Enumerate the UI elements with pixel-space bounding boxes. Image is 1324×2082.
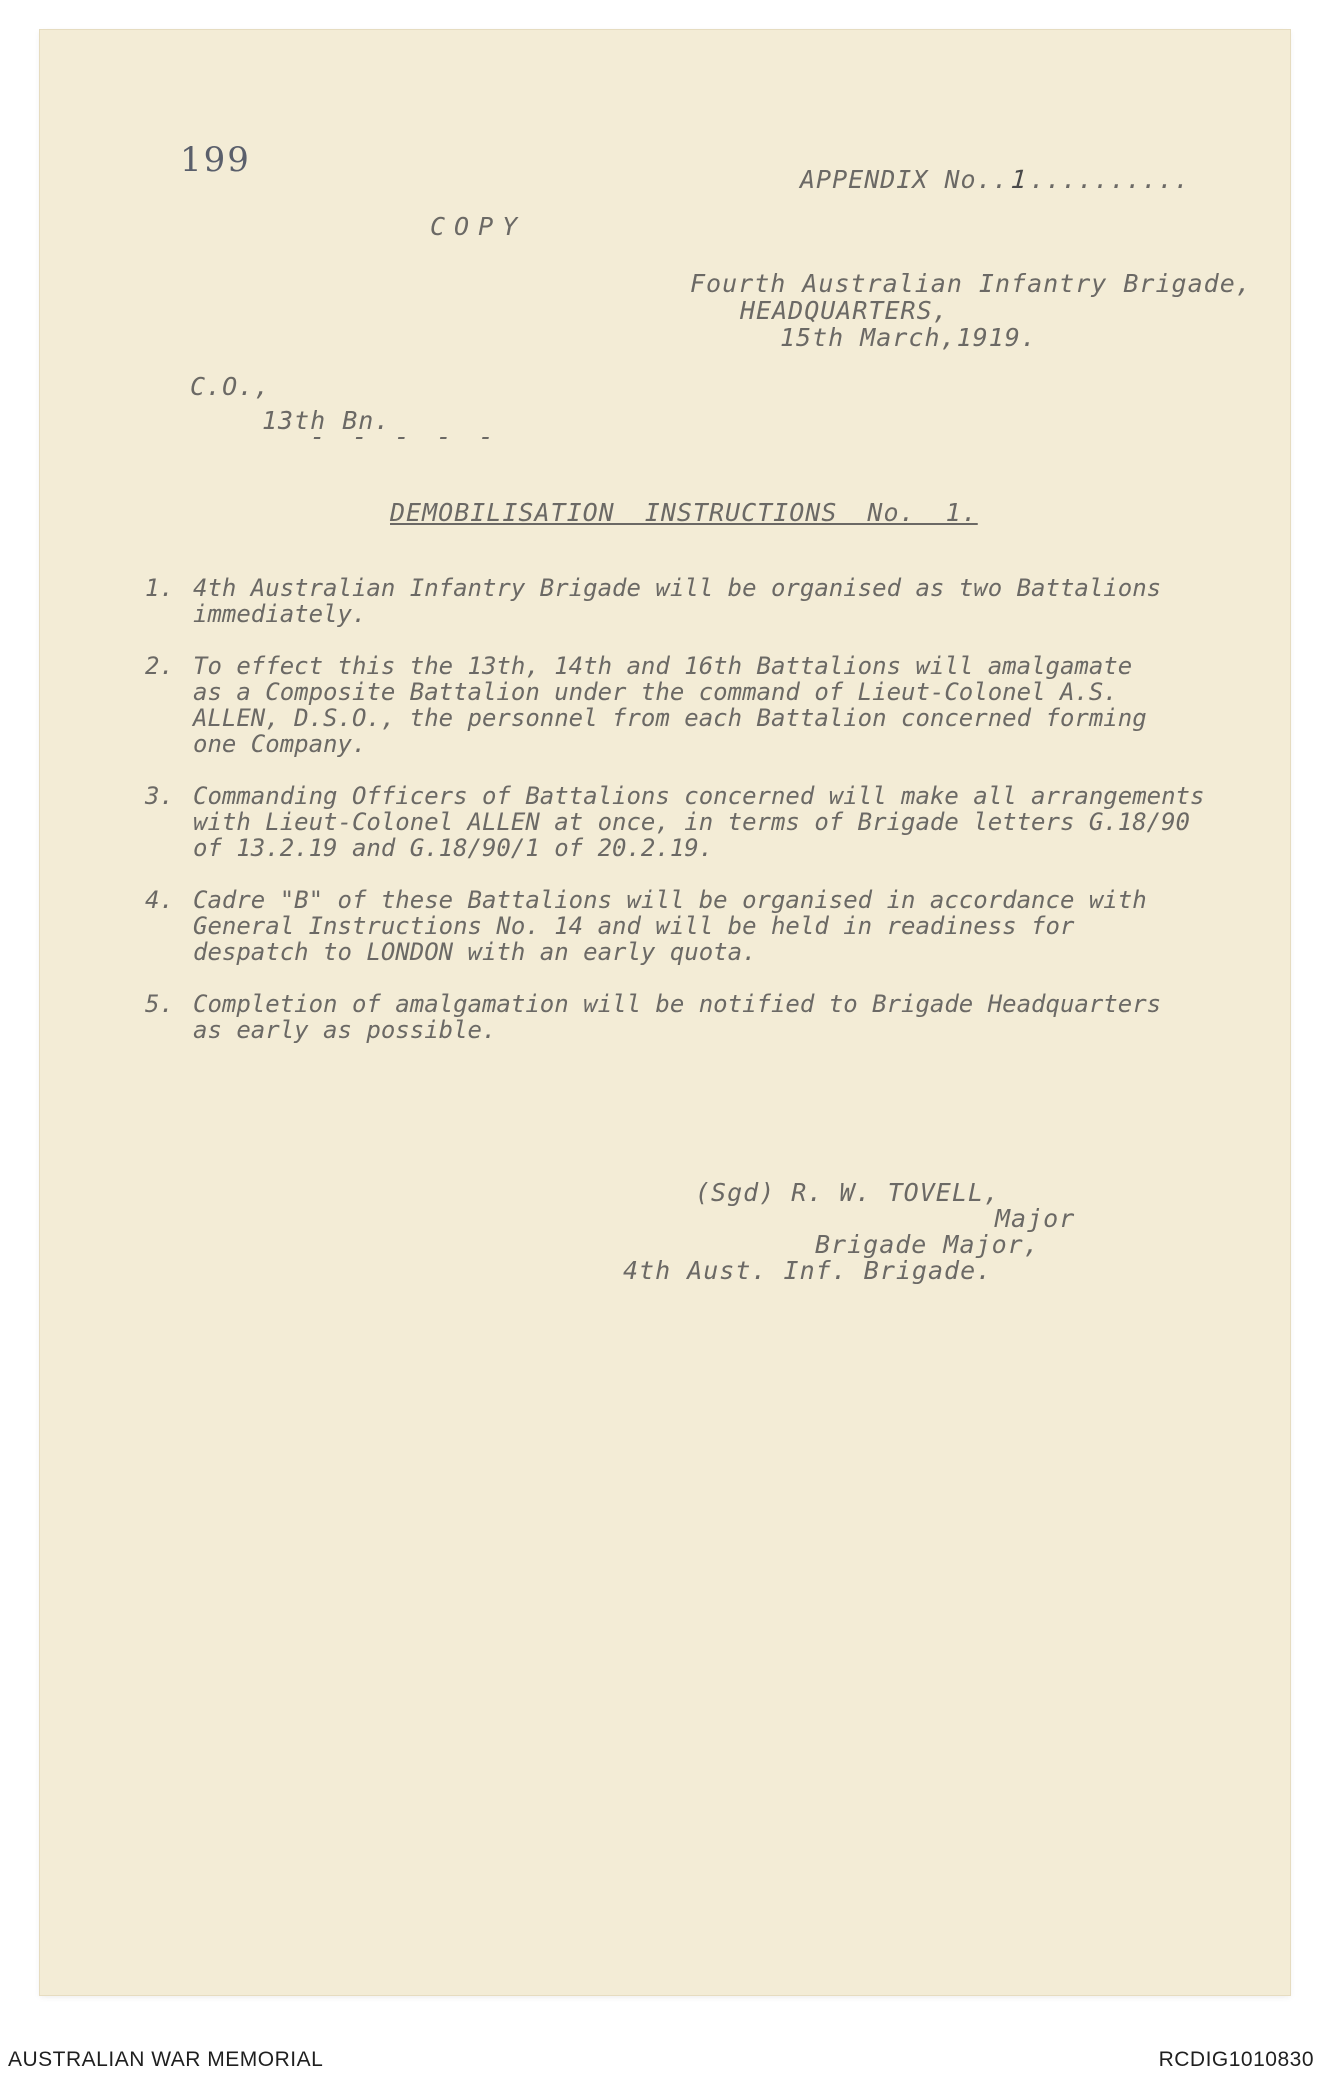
appendix-label: APPENDIX No.. (800, 165, 1009, 194)
instruction-text: Commanding Officers of Battalions concerned will make all arrangements with Lieut-Colonel ALLEN at once, in terms of Brigade letters G.18/90 of 13.2.19 and G.18/90/1 of 20.2.19. (193, 782, 1205, 862)
sender-line-1: Fourth Australian Infantry Brigade, (690, 269, 1252, 298)
instruction-text: Completion of amalgamation will be notified to Brigade Headquarters as early as possible. (193, 990, 1162, 1044)
signature-line-4: 4th Aust. Inf. Brigade. (623, 1256, 993, 1285)
signature-block (623, 1178, 1076, 1285)
instruction-number: 3. (145, 782, 174, 810)
footer-institution: AUSTRALIAN WAR MEMORIAL (8, 2048, 324, 2071)
instruction-number: 2. (145, 652, 174, 680)
instruction-number: 5. (145, 990, 174, 1018)
page-number: 199 (180, 140, 251, 180)
copy-label: COPY (430, 212, 527, 241)
instruction-text: To effect this the 13th, 14th and 16th Battalions will amalgamate as a Composite Battalion under the command of Lieut-Colonel A.S. ALLEN, D.S.O., the personnel from each Battalion concerned forming one Company. (193, 652, 1147, 758)
instruction-text: 4th Australian Infantry Brigade will be organised as two Battalions immediately. (193, 574, 1162, 628)
sender-line-3: 15th March,1919. (780, 323, 1037, 352)
sender-line-2: HEADQUARTERS, (740, 296, 949, 325)
document-heading: DEMOBILISATION INSTRUCTIONS No. 1. (390, 498, 978, 527)
instruction-item (145, 887, 1225, 965)
signature-line-3: Brigade Major, (815, 1230, 1040, 1259)
instruction-item (145, 653, 1225, 757)
document-page (40, 30, 1290, 1995)
appendix-reference (800, 165, 1190, 194)
instruction-item (145, 575, 1225, 627)
appendix-number: 1 (1006, 165, 1032, 194)
instruction-number: 4. (145, 886, 174, 914)
footer-record-id: RCDIG1010830 (1158, 2048, 1314, 2071)
instruction-item (145, 783, 1225, 861)
sender-block (690, 270, 1252, 351)
instruction-item (145, 991, 1225, 1043)
instruction-list (145, 575, 1225, 1069)
instruction-number: 1. (145, 574, 174, 602)
signature-line-2: Major (995, 1204, 1076, 1233)
divider-dashes: - - - - - (310, 422, 500, 451)
recipient-line-2: 13th Bn. (262, 406, 391, 435)
recipient-line-1: C.O., (190, 372, 271, 401)
appendix-trail: .......... (1029, 165, 1191, 194)
instruction-text: Cadre "B" of these Battalions will be organised in accordance with General Instructions No. 14 and will be held in readiness for despatch to LONDON with an early quota. (193, 886, 1147, 966)
signature-line-1: (Sgd) R. W. TOVELL, (695, 1178, 1000, 1207)
